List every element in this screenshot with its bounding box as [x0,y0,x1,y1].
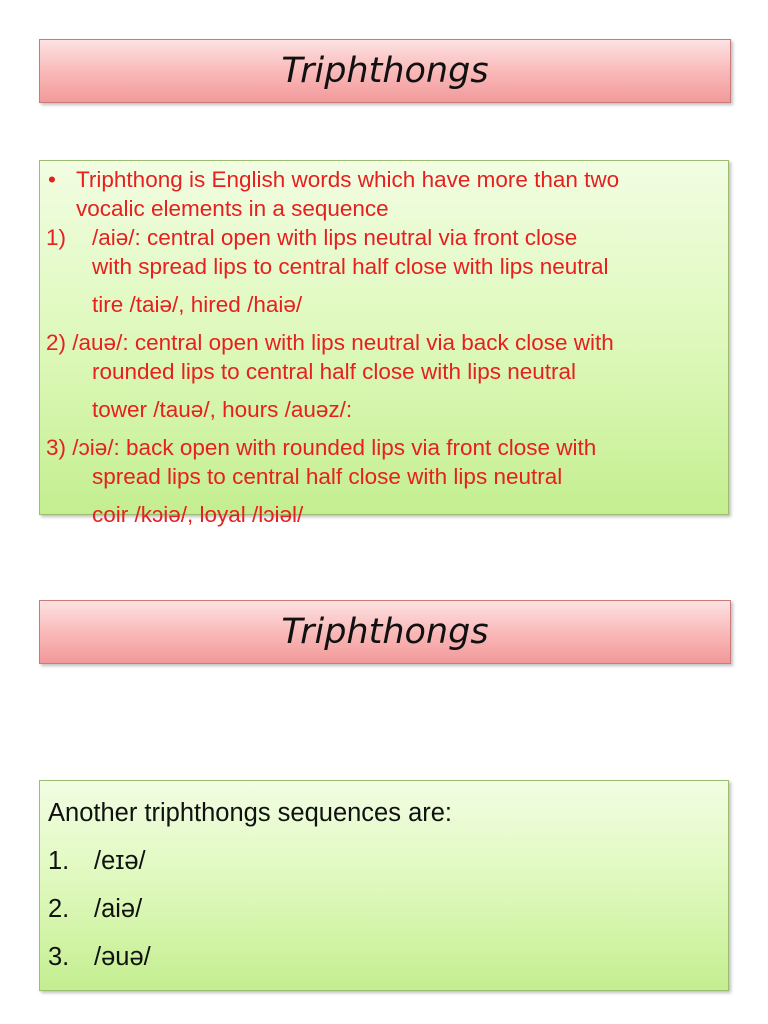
slide2-content-box [39,780,729,991]
slide1-title-box [39,39,731,103]
list-item-3-text: /əuə/ [94,943,151,971]
intro-line-2: vocalic elements in a sequence [76,196,389,221]
list-item-1-text: /eɪə/ [94,847,146,875]
list-item-1-marker: 1. [48,847,70,875]
list-item-2-text: /aiə/ [94,895,143,923]
slide2-heading: Another triphthongs sequences are: [48,799,453,827]
item-3-marker: 3) [46,435,67,460]
bullet-marker: • [48,167,56,192]
item-3-line-1: 3) /ɔiə/: back open with rounded lips via front close with [46,435,597,460]
item-1-example: tire /taiə/, hired /haiə/ [92,292,303,317]
list-item-2 [48,885,718,933]
item-3-line-2: spread lips to central half close with lips neutral [92,464,563,489]
slide2-title: Triphthongs [281,612,489,652]
list-item-3-marker: 3. [48,943,70,971]
item-1-line-1: 1) /aiə/: central open with lips neutral via front close [46,225,578,250]
item-2-line-2: rounded lips to central half close with lips neutral [92,359,577,384]
item-3-example: coir /kɔiə/, loyal /lɔiəl/ [92,502,304,527]
list-item-3 [48,933,718,981]
slide1-content-box [39,160,729,527]
list-item-1 [48,837,718,885]
item-1-marker: 1) [46,225,67,250]
slide2-title-box [39,600,731,664]
intro-line-1: • Triphthong is English words which have more than two [48,167,620,192]
item-1-line-2: with spread lips to central half close with lips neutral [92,254,609,279]
item-2-line-1: 2) /auə/: central open with lips neutral via back close with [46,330,614,355]
item-2-example: tower /tauə/, hours /auəz/: [92,397,353,422]
list-item-2-marker: 2. [48,895,70,923]
item-2-marker: 2) [46,330,67,355]
slide1-title: Triphthongs [281,51,489,91]
